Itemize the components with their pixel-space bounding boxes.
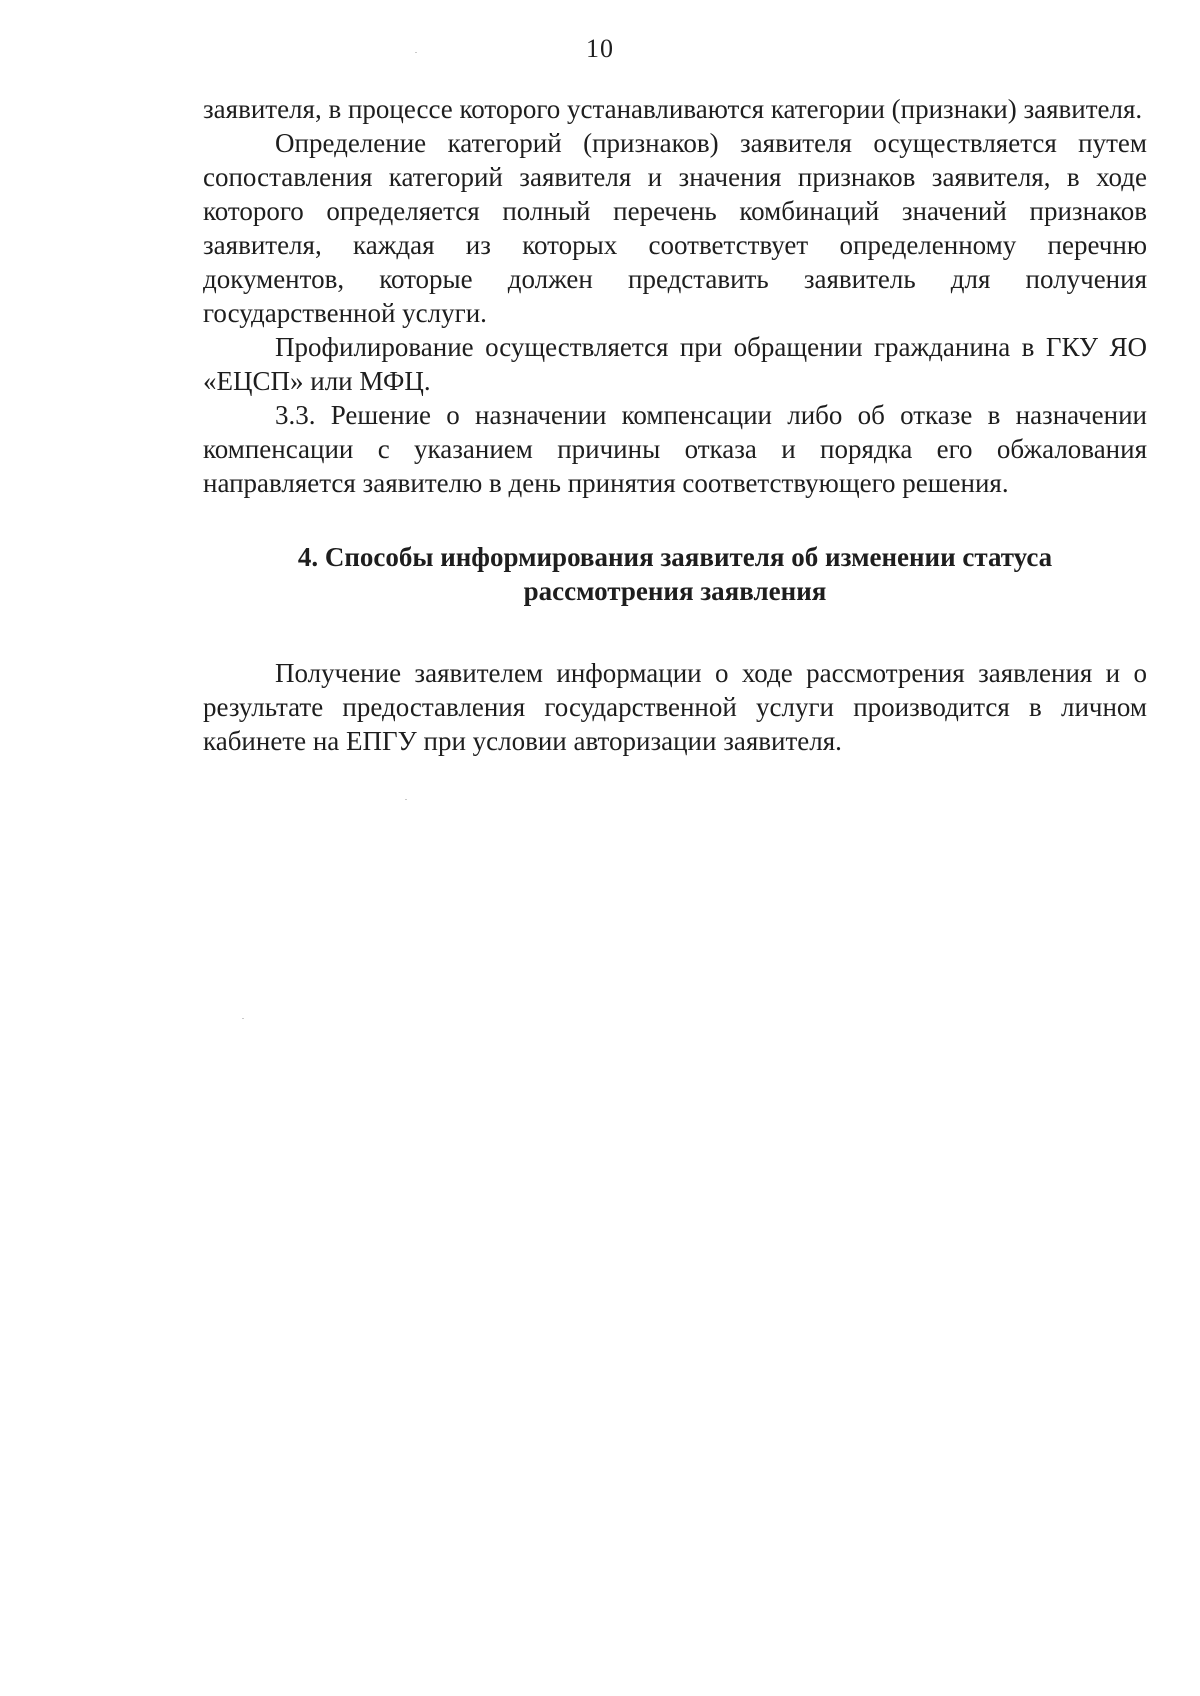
section-4-heading-line-1: 4. Способы информирования заявителя об изменении статуса: [297, 542, 1053, 572]
paragraph-status-information: Получение заявителем информации о ходе рассмотрения заявления и о результате предоставления государственной услуги производится в личном кабинете на ЕПГУ при условии авторизации заявителя.: [203, 658, 1147, 756]
document-body: [203, 92, 1147, 758]
paragraph-categories-definition: Определение категорий (признаков) заявителя осуществляется путем сопоставления категорий заявителя и значения признаков заявителя, в ходе которого определяется полный перечень комбинаций значений признаков заявителя, каждая из которых соответствует определенному перечню документов, которые должен представить заявитель для получения государственной услуги.: [203, 128, 1147, 328]
section-4-heading-line-2: рассмотрения заявления: [523, 576, 827, 606]
scan-speck: [415, 52, 417, 53]
page-number: 10: [586, 34, 614, 63]
scan-speck: [405, 799, 407, 800]
paragraph-3-3-decision: 3.3. Решение о назначении компенсации либо об отказе в назначении компенсации с указанием причины отказа и порядка его обжалования направляется заявителю в день принятия соответствующего решения.: [203, 400, 1147, 498]
paragraph-continuation: заявителя, в процессе которого устанавливаются категории (признаки) заявителя.: [203, 94, 1143, 124]
scan-speck: [242, 1018, 244, 1019]
section-4-heading: [203, 540, 1147, 608]
section-4-body: [203, 656, 1147, 758]
paragraph-profiling: Профилирование осуществляется при обращении гражданина в ГКУ ЯО «ЕЦСП» или МФЦ.: [203, 332, 1147, 396]
